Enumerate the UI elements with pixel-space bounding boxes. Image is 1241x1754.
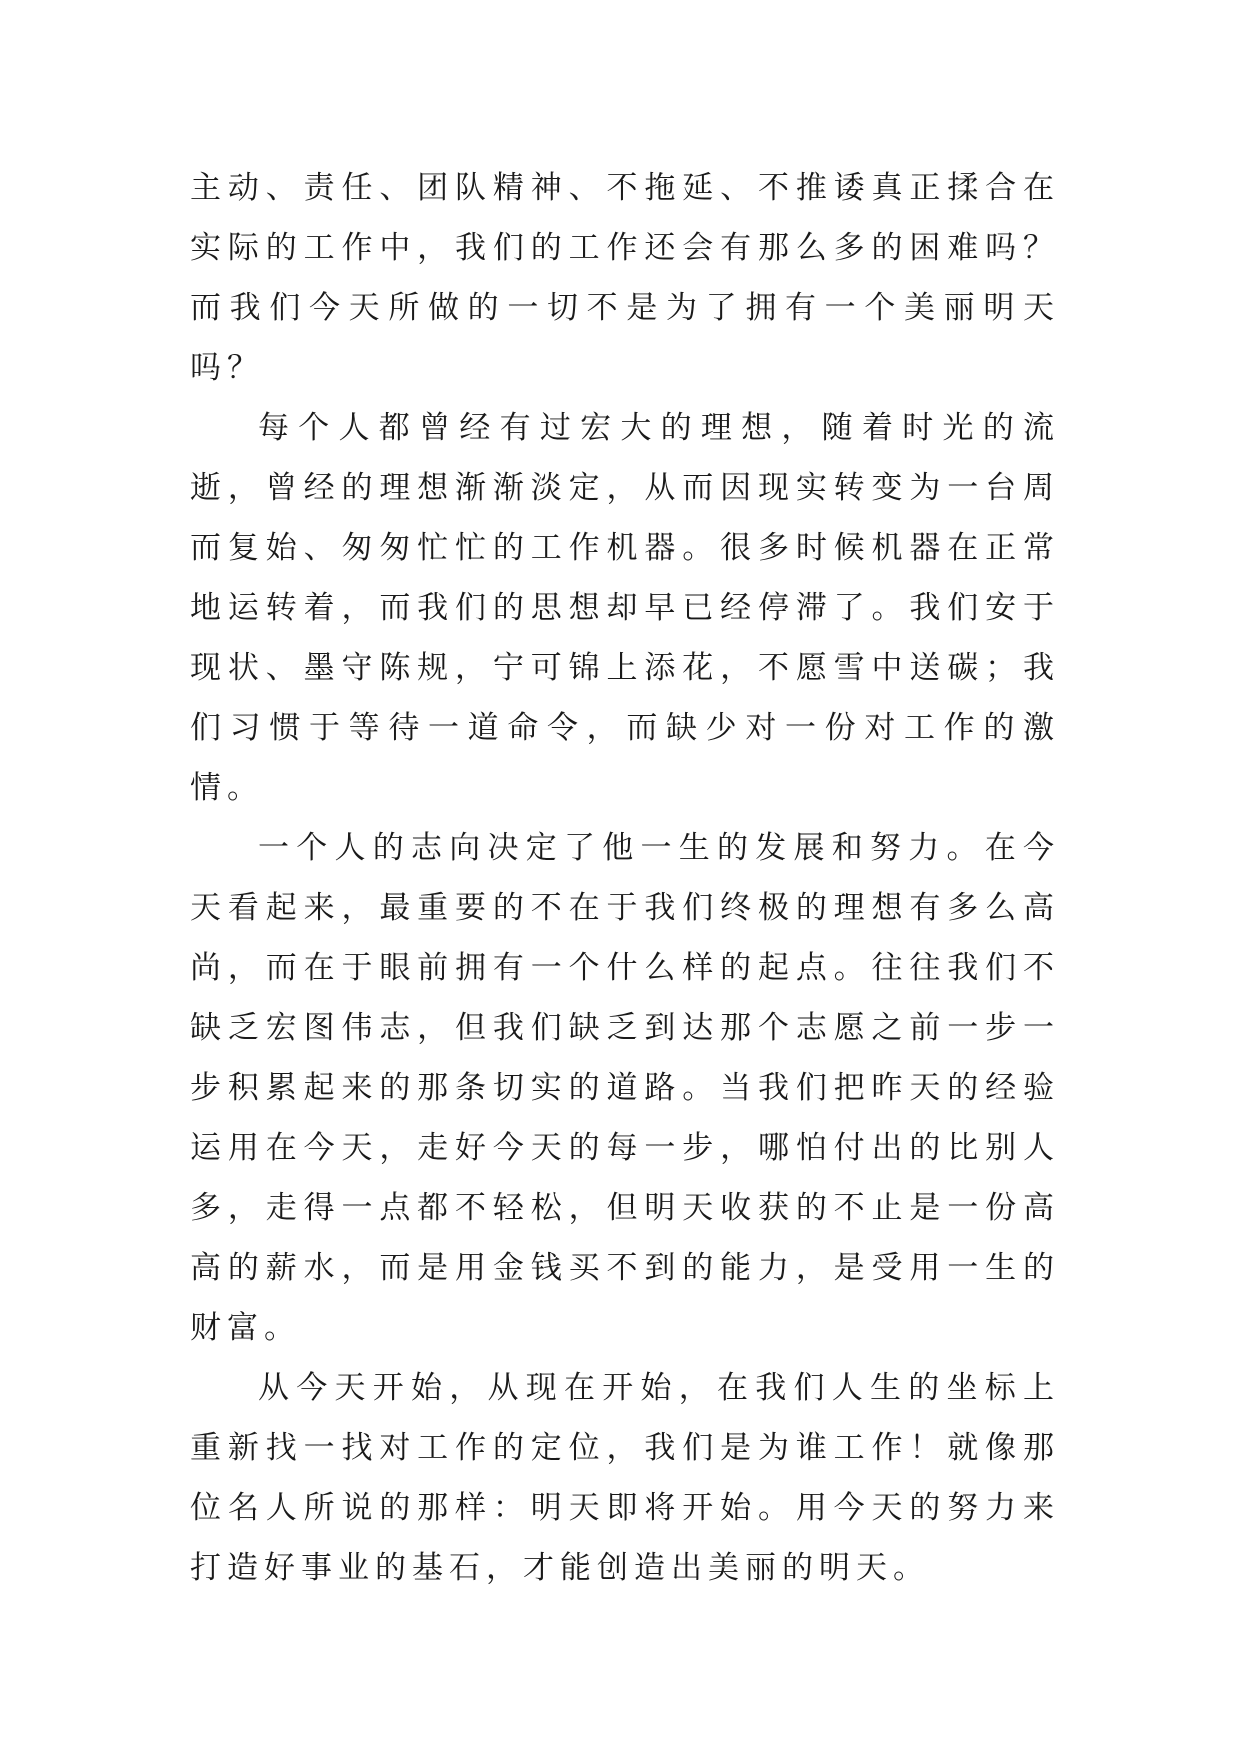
document-body (190, 158, 1060, 1598)
paragraph-4: 从今天开始，从现在开始，在我们人生的坐标上重新找一找对工作的定位，我们是为谁工作！就像那位名人所说的那样：明天即将开始。用今天的努力来打造好事业的基石，才能创造出美丽的明天。 (190, 1370, 1060, 1586)
paragraph-2: 每个人都曾经有过宏大的理想，随着时光的流逝，曾经的理想渐渐淡定，从而因现实转变为一台周而复始、匆匆忙忙的工作机器。很多时候机器在正常地运转着，而我们的思想却早已经停滞了。我们安于现状、墨守陈规，宁可锦上添花，不愿雪中送碳；我们习惯于等待一道命令，而缺少对一份对工作的激情。 (190, 410, 1060, 806)
paragraph-1: 主动、责任、团队精神、不拖延、不推诿真正揉合在实际的工作中，我们的工作还会有那么多的困难吗？而我们今天所做的一切不是为了拥有一个美丽明天吗？ (190, 170, 1060, 386)
paragraph-3: 一个人的志向决定了他一生的发展和努力。在今天看起来，最重要的不在于我们终极的理想有多么高尚，而在于眼前拥有一个什么样的起点。往往我们不缺乏宏图伟志，但我们缺乏到达那个志愿之前一步一步积累起来的那条切实的道路。当我们把昨天的经验运用在今天，走好今天的每一步，哪怕付出的比别人多，走得一点都不轻松，但明天收获的不止是一份高高的薪水，而是用金钱买不到的能力，是受用一生的财富。 (190, 830, 1060, 1346)
